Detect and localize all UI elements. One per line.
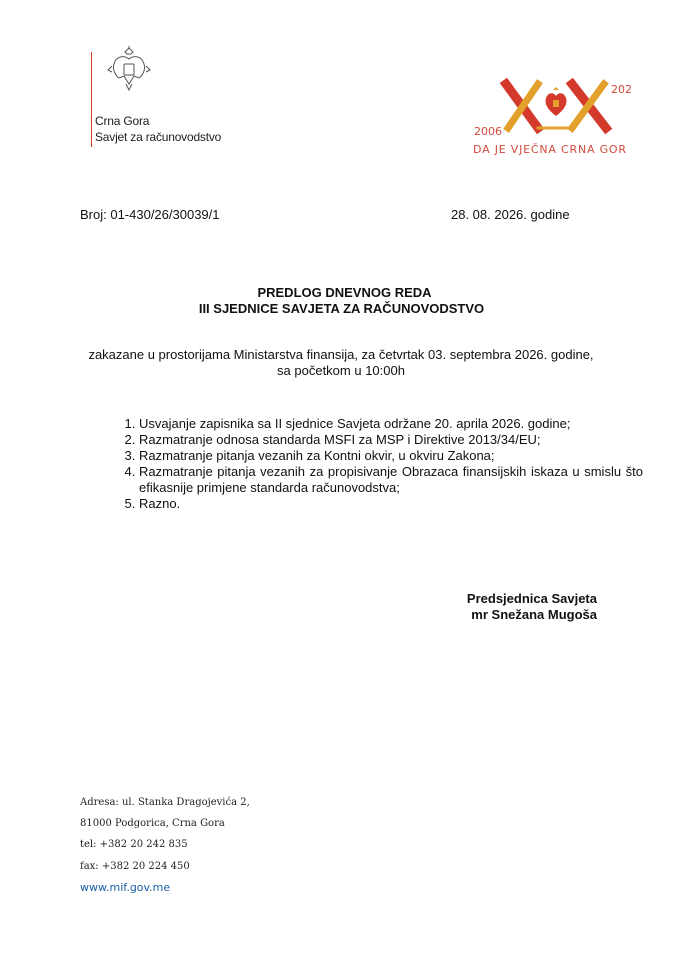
anniversary-tagline: DA JE VJEČNA CRNA GOR xyxy=(473,143,627,156)
agenda-item-text: Razmatranje odnosa standarda MSFI za MSP i Direktive 2013/34/EU; xyxy=(139,432,541,447)
footer-phone: tel: +382 20 242 835 xyxy=(80,839,188,850)
footer-fax: fax: +382 20 224 450 xyxy=(80,861,190,872)
signature-name: mr Snežana Mugoša xyxy=(471,607,597,622)
anniversary-year-end: 202 xyxy=(611,83,632,96)
agenda-item: 1. Usvajanje zapisnika sa II sjednice Savjeta održane 20. aprila 2026. godine; xyxy=(139,416,643,432)
header-divider xyxy=(91,52,92,147)
signature-role: Predsjednica Savjeta xyxy=(466,591,597,606)
agenda-item: 3. Razmatranje pitanja vezanih za Kontni okvir, u okviru Zakona; xyxy=(139,448,643,464)
document-title-line1: PREDLOG DNEVNOG REDA xyxy=(257,285,432,300)
document-title-line2: III SJEDNICE SAVJETA ZA RAČUNOVODSTVO xyxy=(198,301,485,316)
organization-name xyxy=(95,113,221,145)
footer-city: 81000 Podgorica, Crna Gora xyxy=(80,818,225,829)
agenda-item: 4. Razmatranje pitanja vezanih za propisivanje Obrazaca finansijskih iskaza u smislu što efikasnije primjene standarda računovodstva; xyxy=(139,464,643,496)
org-council: Savjet za računovodstvo xyxy=(95,130,222,144)
document-number: Broj: 01-430/26/30039/1 xyxy=(80,207,220,222)
org-country: Crna Gora xyxy=(95,114,150,128)
meeting-intro: zakazane u prostorijama Ministarstva finansija, za četvrtak 03. septembra 2026. godine, sa početkom u 10:00h xyxy=(88,347,594,378)
coat-of-arms-icon xyxy=(106,46,152,96)
agenda-item: 5. Razno. xyxy=(139,496,643,512)
anniversary-year-start: 2006 xyxy=(474,125,502,138)
document-date: 28. 08. 2026. godine xyxy=(451,207,570,222)
agenda-item xyxy=(139,432,643,448)
agenda-list xyxy=(115,416,643,512)
footer-address: Adresa: ul. Stanka Dragojevića 2, xyxy=(80,797,250,808)
footer-website-link[interactable]: www.mif.gov.me xyxy=(80,881,171,894)
